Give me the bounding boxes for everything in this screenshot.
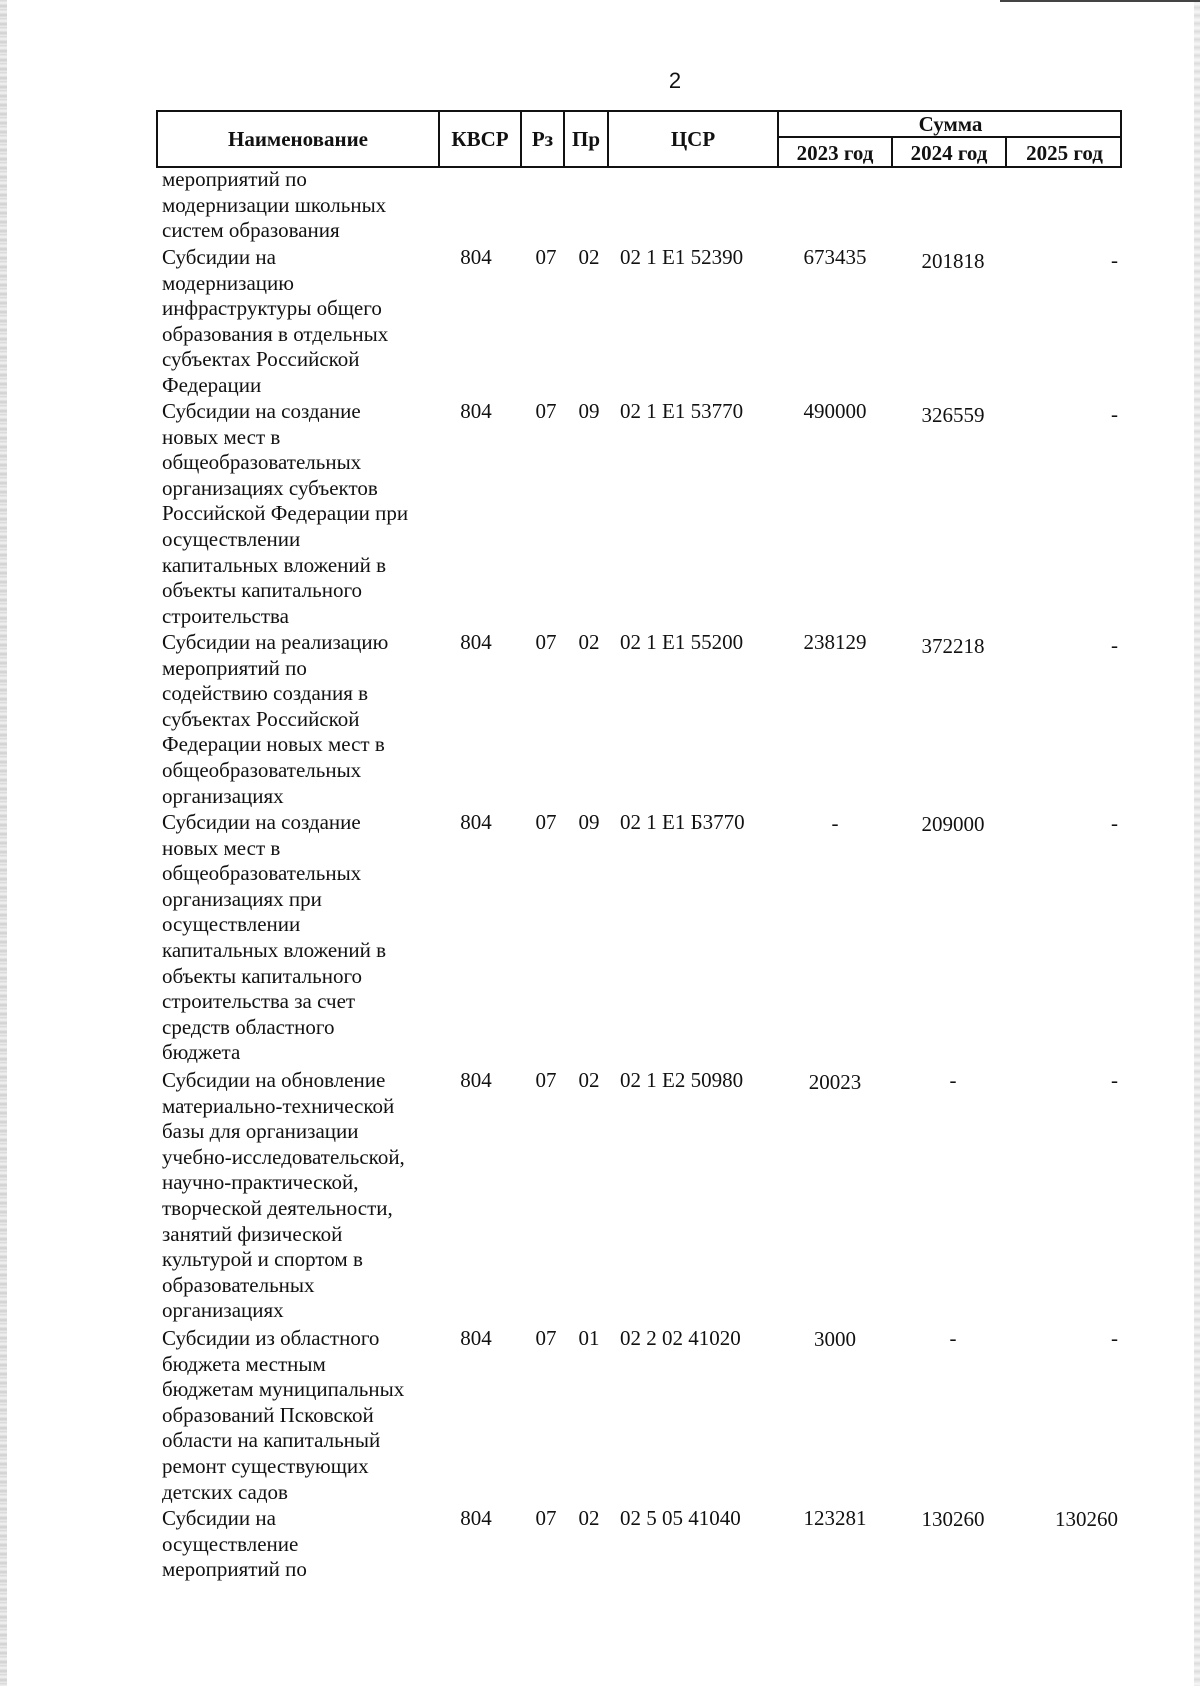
- scan-edge-left: [0, 0, 7, 1686]
- row-name: Субсидии на модернизацию инфраструктуры общего образования в отдельных субъектах Российской Федерации: [162, 245, 389, 397]
- header-csr: ЦСР: [609, 112, 779, 166]
- header-kvsr: КВСР: [440, 112, 522, 166]
- row-rz: 07: [535, 1326, 557, 1350]
- row-kvsr: 804: [460, 245, 492, 269]
- row-value-2025: -: [1111, 402, 1118, 426]
- row-value-2023: 20023: [808, 1070, 862, 1094]
- row-value-2023: 490000: [803, 399, 867, 423]
- row-pr: 09: [578, 810, 600, 834]
- header-year-2023: 2023 год: [779, 138, 893, 168]
- row-name: Субсидии из областного бюджета местным бюджетам муниципальных образований Псковской области на капитальный ремонт существующих детских садов: [162, 1326, 405, 1504]
- row-name: Субсидии на осуществление мероприятий по: [162, 1506, 307, 1582]
- row-value-2025: -: [1111, 633, 1118, 657]
- scan-edge-right: [1194, 0, 1200, 1686]
- header-rz: Рз: [522, 112, 565, 166]
- row-name: Субсидии на обновление материально-технической базы для организации учебно-исследовательской, научно-практической, творческой деятельности, занятий физической культурой и спортом в образовательных организациях: [162, 1068, 405, 1323]
- row-rz: 07: [535, 810, 557, 834]
- row-value-2024: -: [949, 1326, 957, 1350]
- row-value-2024: 130260: [921, 1507, 985, 1531]
- row-pr: 02: [578, 1068, 600, 1092]
- row-value-2024: 209000: [921, 812, 985, 836]
- row-kvsr: 804: [460, 1506, 492, 1530]
- scan-edge-top: [1000, 0, 1200, 2]
- row-value-2023: -: [831, 811, 839, 835]
- row-value-2023: 673435: [803, 245, 867, 269]
- row-pr: 09: [578, 399, 600, 423]
- row-value-2024: 326559: [921, 403, 985, 427]
- page-number: 2: [668, 68, 682, 93]
- row-csr: 02 1 E1 53770: [620, 399, 744, 423]
- row-rz: 07: [535, 399, 557, 423]
- header-pr: Пр: [565, 112, 609, 166]
- row-value-2025: -: [1111, 1068, 1118, 1092]
- row-kvsr: 804: [460, 399, 492, 423]
- row-rz: 07: [535, 1068, 557, 1092]
- row-value-2024: 372218: [921, 634, 985, 658]
- row-rz: 07: [535, 245, 557, 269]
- row-value-2023: 123281: [803, 1506, 867, 1530]
- header-year-2024: 2024 год: [893, 138, 1007, 168]
- row-name: мероприятий по модернизации школьных систем образования: [162, 167, 387, 243]
- row-pr: 01: [578, 1326, 600, 1350]
- row-value-2024: -: [949, 1068, 957, 1092]
- table-header: [156, 110, 1122, 168]
- row-name: Субсидии на создание новых мест в общеобразовательных организациях при осуществлении капитальных вложений в объекты капитального строительства за счет средств областного бюджета: [162, 810, 387, 1065]
- row-csr: 02 1 E1 55200: [620, 630, 744, 654]
- row-csr: 02 1 E1 52390: [620, 245, 744, 269]
- header-name: Наименование: [158, 112, 440, 166]
- row-pr: 02: [578, 245, 600, 269]
- row-pr: 02: [578, 630, 600, 654]
- row-csr: 02 1 E1 Б3770: [620, 810, 745, 834]
- row-value-2025: -: [1111, 1326, 1118, 1350]
- row-rz: 07: [535, 1506, 557, 1530]
- row-csr: 02 1 E2 50980: [620, 1068, 744, 1092]
- row-pr: 02: [578, 1506, 600, 1530]
- row-rz: 07: [535, 630, 557, 654]
- row-value-2025: 130260: [1055, 1507, 1118, 1531]
- row-csr: 02 2 02 41020: [620, 1326, 741, 1350]
- header-year-2025: 2025 год: [1026, 140, 1103, 165]
- row-name: Субсидии на реализацию мероприятий по содействию создания в субъектах Российской Федерации новых мест в общеобразовательных организациях: [162, 630, 389, 808]
- row-value-2023: 238129: [803, 630, 867, 654]
- row-value-2024: 201818: [921, 249, 985, 273]
- row-value-2023: 3000: [814, 1327, 856, 1351]
- row-csr: 02 5 05 41040: [620, 1506, 741, 1530]
- row-kvsr: 804: [460, 1068, 492, 1092]
- row-value-2025: -: [1111, 811, 1118, 835]
- header-sum: Сумма: [779, 112, 1122, 138]
- row-kvsr: 804: [460, 1326, 492, 1350]
- row-name: Субсидии на создание новых мест в общеобразовательных организациях субъектов Российской Федерации при осуществлении капитальных вложений в объекты капитального строительства: [162, 399, 409, 628]
- row-value-2025: -: [1111, 248, 1118, 272]
- row-kvsr: 804: [460, 630, 492, 654]
- row-kvsr: 804: [460, 810, 492, 834]
